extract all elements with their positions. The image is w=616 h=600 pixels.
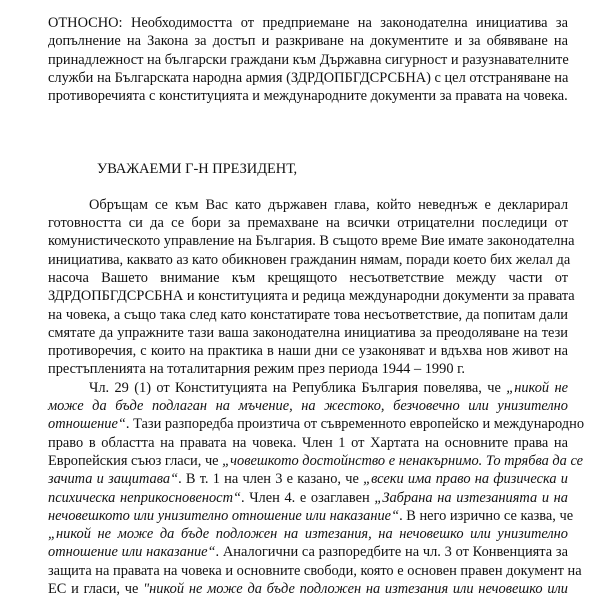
text-line <box>48 342 568 360</box>
quoted-text: зачита и защитава“ <box>48 471 179 488</box>
text-segment: насоча Вашето внимание към крещящото несъответствие между части от <box>48 269 568 286</box>
text-line <box>48 470 568 488</box>
text-line <box>48 434 568 452</box>
text-segment: право в областта на правата на човека. Член 1 от Хартата на основните права на <box>48 434 568 451</box>
quoted-text: „всеки има право на физическа и <box>363 471 568 488</box>
quoted-text: "никой не може да бъде подложен на изтезания или нечовешко или <box>143 581 568 598</box>
text-segment: Чл. 29 (1) от Конституцията на Република България повелява, че <box>89 379 507 396</box>
text-line <box>48 360 568 378</box>
text-line <box>48 214 568 232</box>
text-segment: ОТНОСНО: Необходимостта от предприемане на законодателна инициатива за <box>48 15 568 31</box>
text-segment: ЕС и гласи, че <box>48 581 144 598</box>
quoted-text: нечовешкото или унизително отношение или наказание“ <box>48 507 400 524</box>
quoted-text: може да бъде подлаган на мъчение, на жестоко, безчовечно или унизително <box>48 398 568 415</box>
subject-paragraph <box>48 14 568 105</box>
text-segment: принадлежност на български граждани към Държавна сигурност и разузнавателните <box>48 51 569 68</box>
text-segment: . В него изрично се казва, че <box>399 507 574 524</box>
text-line <box>48 196 568 214</box>
quoted-text: „Забрана на изтезанията и на <box>374 489 568 506</box>
text-line <box>48 543 568 561</box>
text-segment: . Тази разпоредба произтича от съвременното европейско и международно <box>125 416 585 433</box>
quoted-text: „никой не <box>506 379 568 396</box>
text-line <box>48 580 568 598</box>
text-line <box>48 507 574 525</box>
text-line <box>48 87 568 105</box>
text-segment: на човека, а също така след като констатирате това несъответствие, да попитам дали <box>48 306 568 323</box>
quoted-text: „никой не може да бъде подложен на изтезания, на нечовешко или унизително <box>48 526 568 543</box>
text-line <box>48 51 568 69</box>
text-segment: инициатива, каквато аз като обикновен гражданин нямам, поради което бих желал да <box>48 251 571 268</box>
text-line <box>48 287 575 305</box>
text-line <box>48 379 568 397</box>
text-line <box>48 232 575 250</box>
text-segment: допълнение на Закона за достъп и разкриване на документите и за обявяване на <box>48 33 568 50</box>
quoted-text: отношение“ <box>48 416 126 433</box>
text-line <box>48 14 568 32</box>
text-line <box>48 69 568 87</box>
quoted-text: „човешкото достойнство е ненакърнимо. То трябва да се <box>222 452 584 469</box>
document-page <box>48 14 585 598</box>
text-line <box>48 32 568 50</box>
text-line <box>48 324 568 342</box>
text-segment: смятате да упражните тази ваша законодателна инициатива за преодоляване на тези <box>48 324 568 341</box>
text-line <box>48 397 568 415</box>
text-line <box>48 306 568 324</box>
text-line <box>48 251 571 269</box>
text-segment: Европейския съюз гласи, че <box>48 452 223 469</box>
text-line <box>48 269 568 287</box>
text-line <box>48 489 568 507</box>
quoted-text: отношение или наказание“ <box>48 544 216 561</box>
text-segment: защита на правата на човека и основните свободи, която е основен правен документ на <box>48 562 582 579</box>
quoted-text: психическа неприкосновеност“ <box>48 489 241 506</box>
text-segment: . В т. 1 на член 3 е казано, че <box>178 471 364 488</box>
text-segment: . Аналогични са разпоредбите на чл. 3 от Конвенцията за <box>215 544 568 561</box>
text-segment: готовността си да се бори за премахване на всички отрицателни последици от <box>48 215 568 232</box>
salutation: УВАЖАЕМИ Г-Н ПРЕЗИДЕНТ, <box>97 161 298 178</box>
text-segment: ЗДРДОПБГДСРСБНА и конституцията и редица международни документи за правата <box>48 288 575 305</box>
letter-body <box>48 196 585 599</box>
text-segment: Обръщам се към Вас като държавен глава, който неведнъж е декларирал <box>89 196 568 213</box>
text-segment: престъпленията на тоталитарния режим през периода 1944 – 1990 г. <box>48 361 465 378</box>
text-segment: служби на Българската народна армия (ЗДРДОПБГДСРСБНА) с цел отстраняване на <box>48 69 569 86</box>
text-segment: комунистическото управление на България. В същото време Вие имате законодателна <box>48 233 575 250</box>
text-segment: противоречията с конституцията и международните документи за правата на човека. <box>48 88 568 105</box>
text-line <box>48 452 584 470</box>
text-segment: . Член 4. е озаглавен <box>240 489 375 506</box>
text-line <box>48 415 585 433</box>
text-line <box>48 562 582 580</box>
text-line <box>48 525 568 543</box>
text-segment: противоречия, с които на практика в наши дни се узаконяват и вдъхва нов живот на <box>48 343 568 360</box>
